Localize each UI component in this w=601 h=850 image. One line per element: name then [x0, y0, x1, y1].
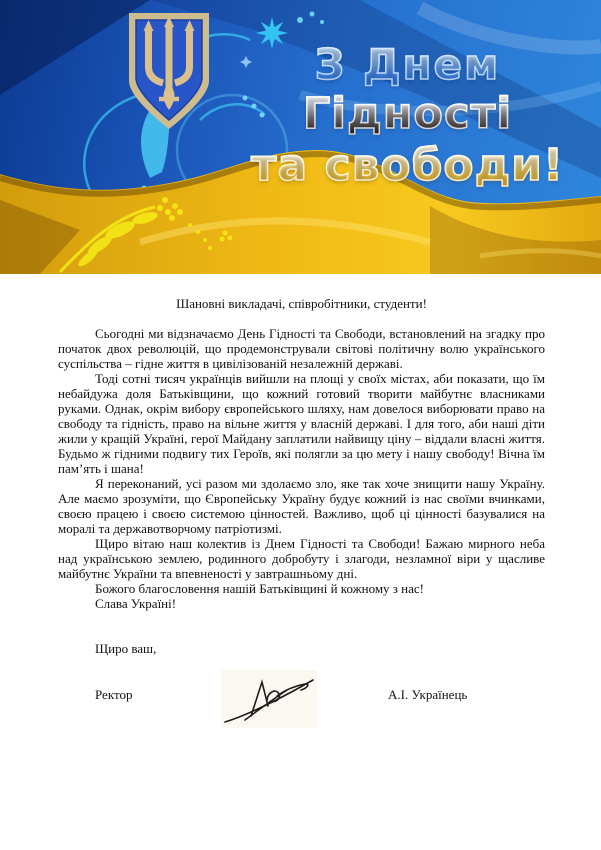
handwritten-signature-icon [221, 670, 317, 728]
signature-name: А.І. Українець [388, 687, 468, 702]
signature-block [58, 670, 545, 742]
banner-title [180, 41, 601, 193]
paragraph-5: Божого благословення нашій Батьківщині й кожному з нас! [95, 581, 425, 596]
banner-title-line-3: та свободи! [180, 139, 601, 193]
signature-role: Ректор [95, 687, 133, 702]
flag-banner [0, 0, 601, 274]
letter-body [58, 296, 545, 742]
closing-line: Щиро ваш, [95, 641, 157, 656]
paragraph-1: Сьогодні ми відзначаємо День Гідності та Свободи, встановлений на згадку про початок двох революцій, що продемонстрували світові політичну волю українського суспільства – гідне життя в цивілізованій незалежній державі. [58, 326, 545, 371]
paragraph-3: Я переконаний, усі разом ми здолаємо зло, яке так хоче знищити нашу Україну. Але маємо зрозуміти, що Європейську Україну будує кожний із нас своїми вчинками, своєю працею і своєю системою цінностей. Важливо, щоб ці цінності базувалися на моралі та державотворчому патріотизмі. [58, 476, 545, 536]
banner-title-line-1: З Днем [180, 41, 601, 89]
banner-title-line-2: Гідності [180, 89, 601, 139]
salutation: Шановні викладачі, співробітники, студенти! [176, 296, 427, 311]
paragraph-4: Щиро вітаю наш колектив із Днем Гідності та Свободи! Бажаю мирного неба над українською землею, родинного добробуту і злагоди, незламної віри у щасливе майбутнє України та впевненості у завтрашньому дні. [58, 536, 545, 581]
paragraph-2: Тоді сотні тисяч українців вийшли на площі у своїх містах, аби показати, що їм небайдужа доля Батьківщини, що кожний готовий творити майбутнє власниками руками. Однак, окрім вибору європейського шляху, нам довелося виборювати право на свободу та гідність, право на вільне життя у власній державі. І для того, аби наші діти жили у кращій Україні, герої Майдану заплатили найвищу ціну – віддали власні життя. Будьмо ж гідними подвигу тих Героїв, які полягли за цю мету і нашу свободу! Вічна їм пам’ять і шана! [58, 371, 545, 476]
paragraph-6: Слава Україні! [95, 596, 177, 611]
